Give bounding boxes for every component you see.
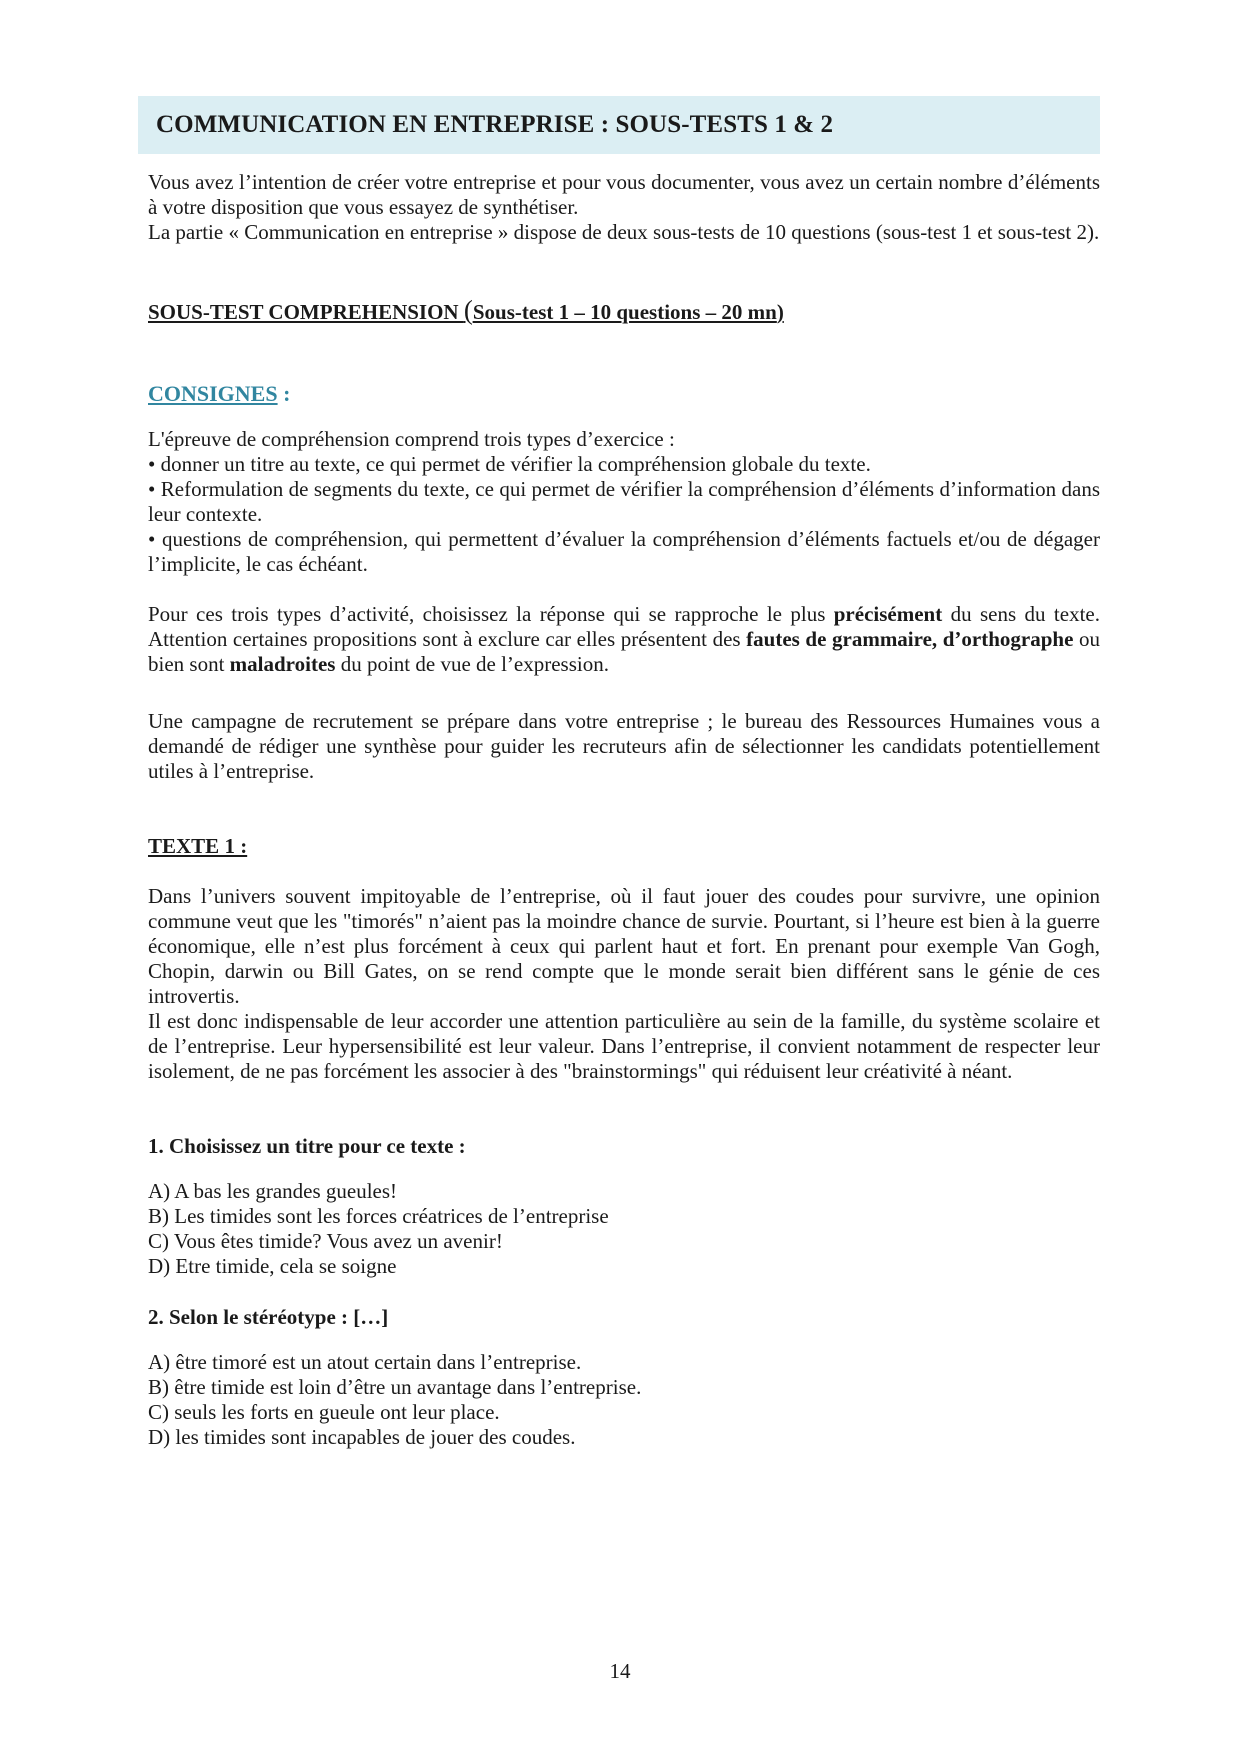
question-2-prompt: 2. Selon le stéréotype : […]	[148, 1305, 389, 1329]
consignes-heading	[148, 381, 1100, 407]
subtest-close-paren: )	[776, 300, 784, 324]
texte-1-body	[148, 884, 1100, 1084]
question-2-options	[148, 1350, 1100, 1450]
texte-1-paragraph-2: Il est donc indispensable de leur accorder une attention particulière au sein de la famille, du système scolaire et de l’entreprise. Leur hypersensibilité est leur valeur. Dans l’entreprise, il convient notamment de respecter leur isolement, de ne pas forcément les associer à des "brainstormings" qui réduisent leur créativité à néant.	[148, 1009, 1100, 1083]
section-title: COMMUNICATION EN ENTREPRISE : SOUS-TESTS 1 & 2	[156, 111, 834, 138]
question-1-prompt: 1. Choisissez un titre pour ce texte :	[148, 1134, 466, 1158]
section-title-banner	[138, 96, 1100, 154]
instruction-bold-1: précisément	[833, 602, 943, 626]
question-1-option-c: C) Vous êtes timide? Vous avez un avenir!	[148, 1229, 503, 1253]
question-1-option-d: D) Etre timide, cela se soigne	[148, 1254, 397, 1278]
document-page	[148, 96, 1100, 1450]
question-2-option-b: B) être timide est loin d’être un avantage dans l’entreprise.	[148, 1375, 642, 1399]
question-1-options	[148, 1179, 1100, 1279]
instruction-bold-2: fautes de grammaire, d’orthographe	[746, 627, 1074, 651]
consignes-bullet-1: • donner un titre au texte, ce qui permet de vérifier la compréhension globale du texte.	[148, 452, 871, 476]
instruction-text-2: du sens du texte. Attention certaines propositions sont à exclure car elles présentent des	[148, 602, 1100, 651]
consignes-heading-text: CONSIGNES	[148, 381, 278, 406]
instruction-text-4: du point de vue de l’expression.	[335, 652, 609, 676]
instruction-text-1: Pour ces trois types d’activité, choisissez la réponse qui se rapproche le plus	[148, 602, 834, 626]
intro-block	[148, 170, 1100, 245]
consignes-intro-line: L'épreuve de compréhension comprend trois types d’exercice :	[148, 427, 675, 451]
scenario-paragraph: Une campagne de recrutement se prépare dans votre entreprise ; le bureau des Ressources Humaines vous a demandé de rédiger une synthèse pour guider les recruteurs afin de sélectionner les candidats potentiellement utiles à l’entreprise.	[148, 709, 1100, 783]
question-1-option-b: B) Les timides sont les forces créatrices de l’entreprise	[148, 1204, 609, 1228]
question-1-option-a: A) A bas les grandes gueules!	[148, 1179, 398, 1203]
texte-1-heading: TEXTE 1 :	[148, 834, 248, 858]
instruction-text-3: ou bien sont	[148, 627, 1101, 676]
subtest-open-paren: (	[463, 295, 473, 325]
intro-paragraph-2: La partie « Communication en entreprise » dispose de deux sous-tests de 10 questions (sous-test 1 et sous-test 2).	[148, 220, 1100, 244]
intro-paragraph-1: Vous avez l’intention de créer votre entreprise et pour vous documenter, vous avez un certain nombre d’éléments à votre disposition que vous essayez de synthétiser.	[148, 170, 1100, 219]
consignes-bullet-3: • questions de compréhension, qui permettent d’évaluer la compréhension d’éléments factuels et/ou de dégager l’implicite, le cas échéant.	[148, 527, 1100, 576]
subtest-details: Sous-test 1 – 10 questions – 20 mn	[472, 300, 777, 324]
instruction-paragraph	[148, 602, 1100, 677]
subtest-heading	[148, 295, 1100, 325]
question-2-option-c: C) seuls les forts en gueule ont leur place.	[148, 1400, 500, 1424]
page-number: 14	[609, 1659, 631, 1683]
consignes-heading-colon: :	[277, 381, 291, 406]
consignes-bullet-2: • Reformulation de segments du texte, ce qui permet de vérifier la compréhension d’éléments d’information dans leur contexte.	[148, 477, 1100, 526]
question-2-option-d: D) les timides sont incapables de jouer des coudes.	[148, 1425, 576, 1449]
question-2-option-a: A) être timoré est un atout certain dans l’entreprise.	[148, 1350, 582, 1374]
subtest-label: SOUS-TEST COMPREHENSION	[148, 300, 464, 324]
texte-1-paragraph-1: Dans l’univers souvent impitoyable de l’entreprise, où il faut jouer des coudes pour survivre, une opinion commune veut que les "timorés" n’aient pas la moindre chance de survie. Pourtant, si l’heure est bien à la guerre économique, elle n’est plus forcément à ceux qui parlent haut et fort. En prenant pour exemple Van Gogh, Chopin, darwin ou Bill Gates, on se rend compte que le monde serait bien différent sans le génie de ces introvertis.	[148, 884, 1100, 1008]
instruction-bold-3: maladroites	[229, 652, 336, 676]
consignes-list	[148, 427, 1100, 577]
